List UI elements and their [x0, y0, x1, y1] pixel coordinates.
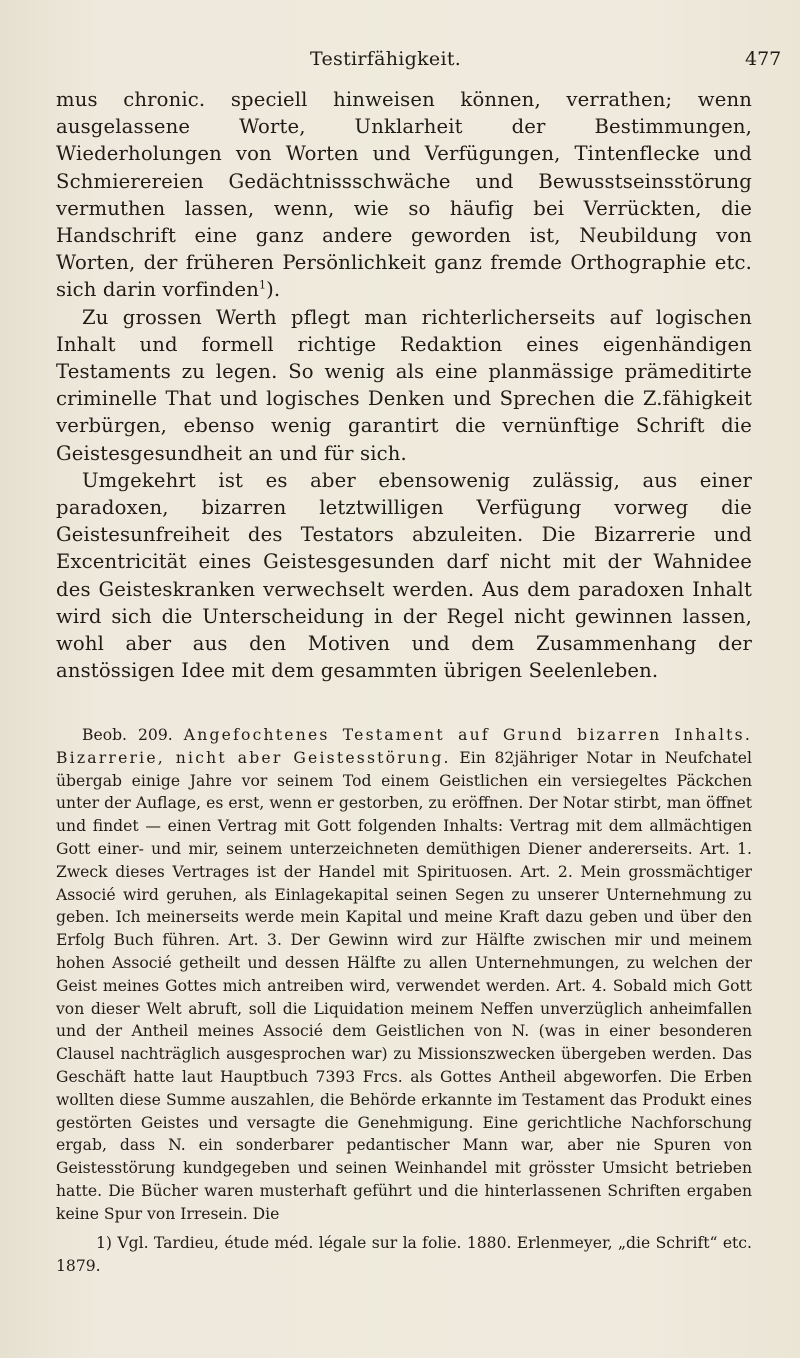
- paragraph-1-end: ).: [266, 278, 281, 302]
- footnote-reference: 1: [258, 278, 267, 292]
- page-number: 477: [745, 48, 782, 70]
- observation-number: Beob. 209.: [82, 726, 173, 744]
- paragraph-3: Umgekehrt ist es aber ebensowenig zulässig, aus einer paradoxen, bizarren letztwilligen Verfügung vorweg die Geistesunfreiheit des Testators abzuleiten. Die Bizarrerie und Excentricität eines Geistesgesunden darf nicht mit der Wahnidee des Geisteskranken verwechselt werden. Aus dem paradoxen Inhalt wird sich die Unterscheidung in der Regel nicht gewinnen lassen, wohl aber aus den Motiven und dem Zusammenhang der anstössigen Idee mit dem gesammten übrigen Seelenleben.: [56, 468, 752, 683]
- observation-heading: Angefochtenes Testament auf Grund bizarren Inhalts. Bizarrerie, nicht aber Geistesstörung.: [56, 726, 752, 767]
- observation-block: [56, 724, 752, 1226]
- observation-text: Ein 82jähriger Notar in Neufchatel übergab einige Jahre vor seinem Tod einem Geistlichen ein versiegeltes Päckchen unter der Auflage, es erst, wenn er gestorben, zu eröffnen. Der Notar stirbt, man öffnet und findet — einen Vertrag mit Gott folgenden Inhalts: Vertrag mit dem allmächtigen Gott einer- und mir, seinem unterzeichneten demüthigen Diener andererseits. Art. 1. Zweck dieses Vertrages ist der Handel mit Spirituosen. Art. 2. Mein grossmächtiger Associé wird geruhen, als Einlagekapital seinen Segen zu unserer Unternehmung zu geben. Ich meinerseits werde mein Kapital und meine Kraft dazu geben und über den Erfolg Buch führen. Art. 3. Der Gewinn wird zur Hälfte zwischen mir und meinem hohen Associé getheilt und dessen Hälfte zu allen Unternehmungen, zu welchen der Geist meines Gottes mich antreiben wird, verwendet werden. Art. 4. Sobald mich Gott von dieser Welt abruft, soll die Liquidation meinem Neffen unverzüglich anheimfallen und der Antheil meines Associé dem Geistlichen von N. (was in einer besonderen Clausel nachträglich ausgesprochen war) zu Missionszwecken übergeben werden. Das Geschäft hatte laut Hauptbuch 7393 Frcs. als Gottes Antheil abgeworfen. Die Erben wollten diese Summe auszahlen, die Behörde erkannte im Testament das Produkt eines gestörten Geistes und versagte die Genehmigung. Eine gerichtliche Nachforschung ergab, dass N. ein sonderbarer pedantischer Mann war, aber nie Spuren von Geistesstörung kundgegeben und seinen Weinhandel mit grösster Umsicht betrieben hatte. Die Bücher waren musterhaft geführt und die hinterlassenen Schriften ergaben keine Spur von Irresein. Die: [56, 748, 752, 1223]
- running-head: [0, 48, 800, 78]
- main-text: [56, 86, 752, 684]
- footnote-text: Vgl. Tardieu, étude méd. légale sur la folie. 1880. Erlenmeyer, „die Schrift“ etc. 1879.: [56, 1234, 752, 1275]
- running-title: Testirfähigkeit.: [310, 48, 462, 70]
- paragraph-1: [56, 86, 752, 304]
- footnote-marker: 1): [96, 1234, 113, 1252]
- observation-paragraph: [56, 724, 752, 1226]
- paragraph-2: Zu grossen Werth pflegt man richterlicherseits auf logischen Inhalt und formell richtige Redaktion eines eigenhändigen Testaments zu legen. So wenig als eine planmässige prämeditirte criminelle That und logisches Denken und Sprechen die Z.fähigkeit verbürgen, ebenso wenig garantirt die vernünftige Schrift die Geistesgesundheit an und für sich.: [56, 305, 752, 465]
- paragraph-1-text: mus chronic. speciell hinweisen können, verrathen; wenn ausgelassene Worte, Unklarheit der Bestimmungen, Wiederholungen von Worten und Verfügungen, Tintenflecke und Schmierereien Gedächtnissschwäche und Bewusstseinsstörung vermuthen lassen, wenn, wie so häufig bei Verrückten, die Handschrift eine ganz andere geworden ist, Neubildung von Worten, der früheren Persönlichkeit ganz fremde Orthographie etc. sich darin vorfinden: [56, 88, 752, 302]
- footnote-paragraph: [56, 1232, 752, 1278]
- footnote: [56, 1232, 752, 1278]
